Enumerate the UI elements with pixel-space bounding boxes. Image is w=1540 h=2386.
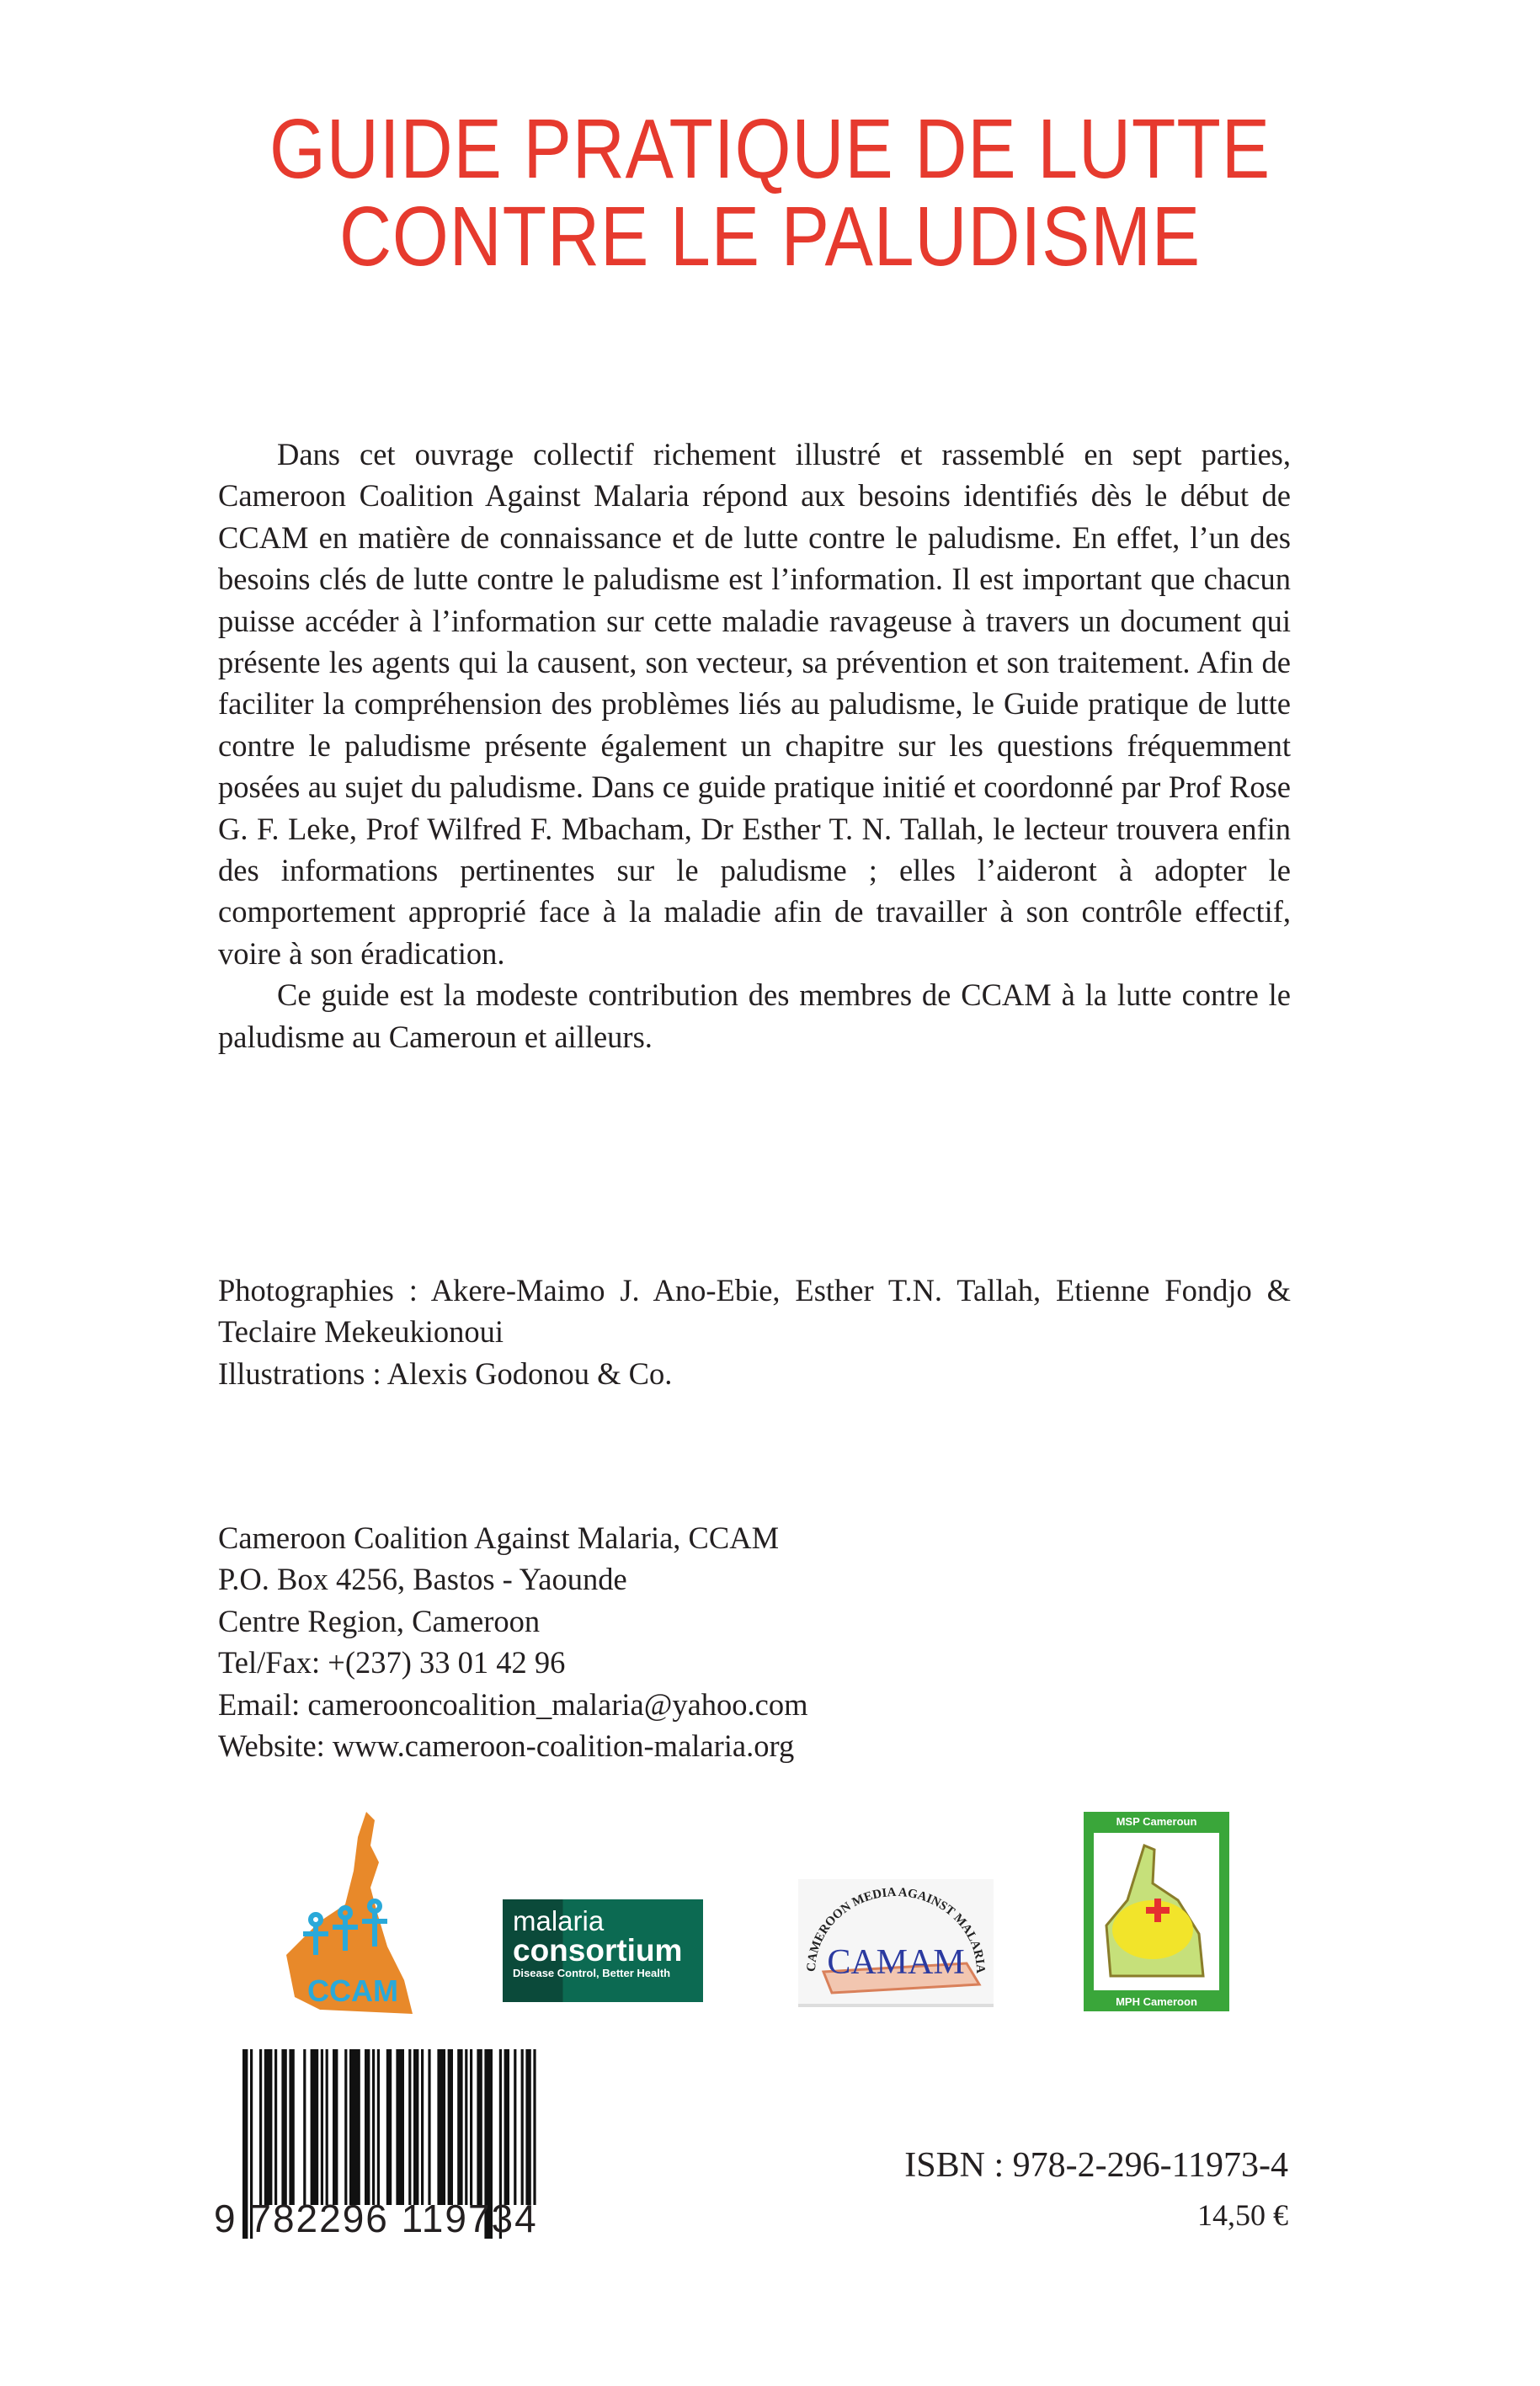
camam-arc-text: CAMEROON MEDIA AGAINST MALARIA bbox=[804, 1885, 988, 1974]
malaria-consortium-logo bbox=[503, 1899, 703, 2002]
barcode-bar bbox=[365, 2049, 370, 2205]
barcode-bar bbox=[525, 2049, 530, 2205]
photo-credits: Photographies : Akere-Maimo J. Ano-Ebie, Esther T.N. Tallah, Etienne Fondjo & Teclaire Mekeukionoui bbox=[218, 1273, 1291, 1350]
address-line: P.O. Box 4256, Bastos - Yaounde bbox=[218, 1562, 627, 1597]
barcode-bar bbox=[396, 2049, 404, 2205]
illustration-credits: Illustrations : Alexis Godonou & Co. bbox=[218, 1355, 673, 1391]
barcode-bar bbox=[326, 2049, 328, 2205]
barcode-bar bbox=[477, 2049, 482, 2205]
msp-cameroun-logo bbox=[1084, 1812, 1229, 2011]
barcode-bar bbox=[514, 2049, 516, 2205]
barcode-bar bbox=[421, 2049, 424, 2205]
barcode-bar bbox=[533, 2049, 536, 2205]
barcode-bar bbox=[457, 2049, 462, 2205]
barcode-bar bbox=[349, 2049, 360, 2205]
credits bbox=[218, 1270, 1291, 1394]
barcode-bar bbox=[465, 2049, 467, 2205]
barcode-bar bbox=[428, 2049, 430, 2205]
title-line-1: GUIDE PRATIQUE DE LUTTE bbox=[269, 102, 1271, 196]
mc-line2: consortium bbox=[513, 1933, 683, 1968]
barcode-bar bbox=[289, 2049, 294, 2205]
barcode-bar bbox=[303, 2049, 306, 2205]
website-line: Website: www.cameroon-coalition-malaria.org bbox=[218, 1728, 795, 1764]
msp-top: MSP Cameroun bbox=[1116, 1815, 1197, 1828]
barcode-bar bbox=[386, 2049, 392, 2205]
barcode-bar bbox=[259, 2049, 262, 2205]
summary-paragraph: Dans cet ouvrage collectif richement illustré et rassemblé en sept parties, Cameroon Coalition Against Malaria répond aux besoins identifiés dès le début de CCAM en matière de connaissance et de lutte contre le paludisme. En effet, l’un des besoins clés de lutte contre le paludisme est l’information. Il est important que chacun puisse accéder à l’information sur cette maladie ravageuse à travers un document qui présente les agents qui la causent, son vecteur, sa prévention et son traitement. Afin de faciliter la compréhension des problèmes liés au paludisme, le Guide pratique de lutte contre le paludisme présente également un chapitre sur les questions fréquemment posées au sujet du paludisme. Dans ce guide pratique initié et coordonné par Prof Rose G. F. Leke, Prof Wilfred F. Mbacham, Dr Esther T. N. Tallah, le lecteur trouvera enfin des informations pertinentes sur le paludisme ; elles l’aideront à adopter le comportement approprié face à la maladie afin de travailler à son contrôle effectif, voire à son éradication. bbox=[218, 437, 1291, 971]
barcode-digits: 9 782296 119734 bbox=[214, 2197, 538, 2240]
barcode-bar bbox=[521, 2049, 524, 2205]
mc-line1: malaria bbox=[513, 1905, 605, 1936]
barcode-bar bbox=[344, 2049, 347, 2205]
barcode-bar bbox=[470, 2049, 472, 2205]
ccam-logo-text: CCAM bbox=[307, 1973, 398, 2008]
isbn: ISBN : 978-2-296-11973-4 bbox=[904, 2146, 1288, 2185]
barcode-bar bbox=[437, 2049, 445, 2205]
barcode-bar bbox=[321, 2049, 323, 2205]
barcode-bar bbox=[372, 2049, 375, 2205]
barcode-bar bbox=[504, 2049, 509, 2205]
ccam-logo bbox=[286, 1812, 421, 2014]
camam-name: CAMAM bbox=[827, 1943, 965, 1982]
camam-logo bbox=[798, 1879, 994, 2007]
title-line-2: CONTRE LE PALUDISME bbox=[338, 189, 1202, 284]
publisher-address bbox=[218, 1517, 1291, 1766]
barcode-bar bbox=[377, 2049, 380, 2205]
barcode-bar bbox=[311, 2049, 319, 2205]
address-line: Cameroon Coalition Against Malaria, CCAM bbox=[218, 1521, 780, 1555]
price: 14,50 € bbox=[1197, 2198, 1288, 2232]
barcode-bar bbox=[448, 2049, 453, 2205]
address-line: Centre Region, Cameroon bbox=[218, 1603, 541, 1638]
barcode-bar bbox=[408, 2049, 411, 2205]
msp-bottom: MPH Cameroon bbox=[1116, 1995, 1197, 2008]
book-title bbox=[108, 102, 1432, 284]
barcode-bar bbox=[274, 2049, 277, 2205]
mc-tagline: Disease Control, Better Health bbox=[513, 1967, 671, 1979]
summary-text bbox=[218, 434, 1291, 1057]
summary-paragraph: Ce guide est la modeste contribution des membres de CCAM à la lutte contre le paludisme au Cameroun et ailleurs. bbox=[218, 977, 1291, 1054]
email-line: Email: camerooncoalition_malaria@yahoo.com bbox=[218, 1686, 808, 1722]
barcode-bar bbox=[333, 2049, 338, 2205]
barcode-bar bbox=[413, 2049, 418, 2205]
phone-line: Tel/Fax: +(237) 33 01 42 96 bbox=[218, 1645, 566, 1680]
barcode-bar bbox=[281, 2049, 286, 2205]
barcode-bar bbox=[264, 2049, 273, 2205]
